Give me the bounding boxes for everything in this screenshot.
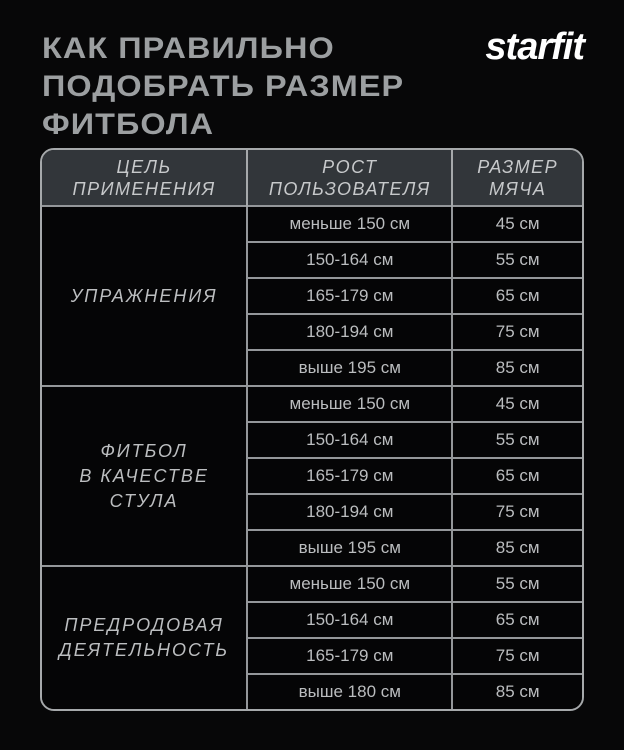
- size-table: [42, 150, 582, 709]
- size-cell: 75 см: [452, 314, 582, 350]
- header-line: РАЗМЕР: [477, 156, 559, 177]
- size-cell: 55 см: [452, 242, 582, 278]
- header-line: ПРИМЕНЕНИЯ: [72, 178, 216, 199]
- height-cell: меньше 150 см: [247, 566, 452, 602]
- size-cell: 65 см: [452, 278, 582, 314]
- size-cell: 85 см: [452, 530, 582, 566]
- size-cell: 65 см: [452, 602, 582, 638]
- column-header-purpose: [42, 150, 247, 206]
- size-cell: 65 см: [452, 458, 582, 494]
- header-line: ЦЕЛЬ: [116, 156, 172, 177]
- title-line: КАК ПРАВИЛЬНО: [42, 32, 335, 65]
- header-line: ПОЛЬЗОВАТЕЛЯ: [268, 178, 431, 199]
- size-cell: 45 см: [452, 206, 582, 242]
- size-cell: 75 см: [452, 638, 582, 674]
- size-cell: 75 см: [452, 494, 582, 530]
- column-header-ball-size: [452, 150, 582, 206]
- height-cell: 180-194 см: [247, 314, 452, 350]
- height-cell: меньше 150 см: [247, 386, 452, 422]
- header-line: МЯЧА: [488, 178, 547, 199]
- height-cell: 165-179 см: [247, 458, 452, 494]
- title-line: ФИТБОЛА: [42, 108, 215, 141]
- height-cell: выше 195 см: [247, 530, 452, 566]
- table-row: [42, 386, 582, 422]
- title-line: ПОДОБРАТЬ РАЗМЕР: [42, 70, 405, 103]
- category-line: ПРЕДРОДОВАЯ: [64, 615, 224, 635]
- height-cell: 180-194 см: [247, 494, 452, 530]
- height-cell: выше 195 см: [247, 350, 452, 386]
- height-cell: 165-179 см: [247, 278, 452, 314]
- height-cell: выше 180 см: [247, 674, 452, 709]
- column-header-user-height: [247, 150, 452, 206]
- category-line: В КАЧЕСТВЕ: [79, 465, 209, 486]
- height-cell: 165-179 см: [247, 638, 452, 674]
- size-cell: 45 см: [452, 386, 582, 422]
- category-line: ДЕЯТЕЛЬНОСТЬ: [59, 640, 230, 660]
- table-row: [42, 566, 582, 602]
- size-cell: 55 см: [452, 566, 582, 602]
- height-cell: 150-164 см: [247, 242, 452, 278]
- header-line: РОСТ: [322, 156, 378, 177]
- category-line: СТУЛА: [109, 490, 179, 511]
- size-cell: 85 см: [452, 350, 582, 386]
- purpose-cell-exercises: [42, 206, 247, 386]
- table-row: [42, 206, 582, 242]
- height-cell: меньше 150 см: [247, 206, 452, 242]
- size-table-container: [40, 148, 584, 711]
- brand-logo: starfit: [485, 26, 584, 68]
- table-header-row: [42, 150, 582, 206]
- page-title: [42, 30, 474, 144]
- height-cell: 150-164 см: [247, 422, 452, 458]
- height-cell: 150-164 см: [247, 602, 452, 638]
- category-line: УПРАЖНЕНИЯ: [70, 285, 218, 306]
- category-line: ФИТБОЛ: [100, 440, 188, 461]
- page-header: [0, 0, 624, 144]
- size-cell: 55 см: [452, 422, 582, 458]
- purpose-cell-prenatal: [42, 566, 247, 709]
- size-cell: 85 см: [452, 674, 582, 709]
- purpose-cell-chair: [42, 386, 247, 566]
